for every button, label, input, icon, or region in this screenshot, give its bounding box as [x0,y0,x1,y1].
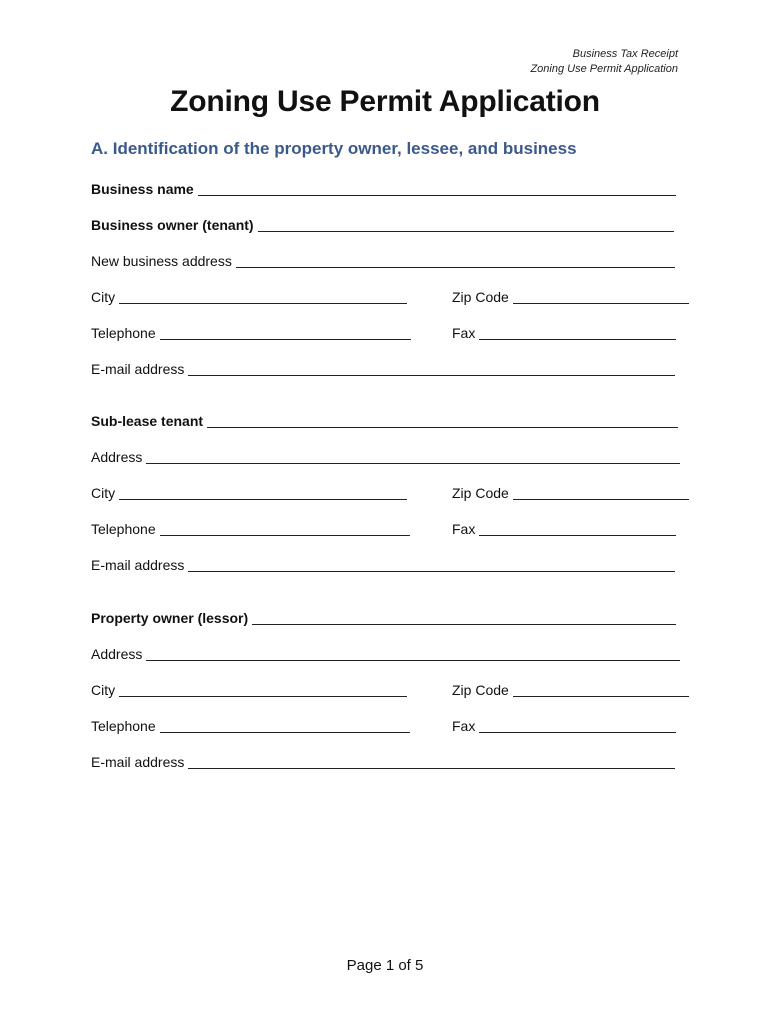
business-city-label: City [91,289,116,305]
sublease-fax-row [452,519,676,537]
sublease-city-label: City [91,485,116,501]
business-name-row [91,179,676,197]
page-title: Zoning Use Permit Application [170,85,600,118]
owner-telephone-label: Telephone [91,718,156,734]
owner-zip-row [452,680,679,698]
business-fax-label: Fax [452,325,476,341]
business-email-field[interactable] [188,361,675,376]
owner-email-label: E-mail address [91,754,185,770]
sublease-email-label: E-mail address [91,557,185,573]
owner-city-field[interactable] [119,682,407,697]
sublease-telephone-field[interactable] [160,521,410,536]
sublease-tenant-label: Sub-lease tenant [91,413,204,429]
business-owner-row [91,215,674,233]
business-zip-field[interactable] [513,289,689,304]
owner-email-row [91,752,675,770]
business-fax-row [452,323,676,341]
sublease-telephone-label: Telephone [91,521,156,537]
owner-address-field[interactable] [146,646,680,661]
sublease-fax-label: Fax [452,521,476,537]
business-owner-field[interactable] [258,217,674,232]
new-business-address-field[interactable] [236,253,675,268]
property-owner-field[interactable] [252,610,676,625]
business-zip-label: Zip Code [452,289,509,305]
sublease-tenant-row [91,411,678,429]
sublease-address-label: Address [91,449,143,465]
new-business-address-row [91,251,675,269]
owner-telephone-row [91,716,410,734]
business-owner-label: Business owner (tenant) [91,217,254,233]
property-owner-row [91,608,676,626]
owner-address-label: Address [91,646,143,662]
sublease-address-row [91,447,680,465]
business-name-field[interactable] [198,181,676,196]
owner-zip-label: Zip Code [452,682,509,698]
business-city-row [91,287,407,305]
document-header [530,47,678,77]
header-line-2: Zoning Use Permit Application [530,63,678,75]
sublease-zip-label: Zip Code [452,485,509,501]
business-telephone-row [91,323,411,341]
business-telephone-field[interactable] [160,325,411,340]
business-email-row [91,359,675,377]
sublease-email-field[interactable] [188,557,675,572]
owner-fax-field[interactable] [479,718,676,733]
sublease-zip-field[interactable] [513,485,689,500]
owner-fax-row [452,716,676,734]
sublease-city-field[interactable] [119,485,407,500]
sublease-address-field[interactable] [146,449,680,464]
sublease-telephone-row [91,519,410,537]
business-name-label: Business name [91,181,194,197]
owner-telephone-field[interactable] [160,718,410,733]
section-a-heading: A. Identification of the property owner, lessee, and business [91,139,577,158]
business-city-field[interactable] [119,289,407,304]
business-fax-field[interactable] [479,325,676,340]
header-line-1: Business Tax Receipt [572,48,678,60]
property-owner-label: Property owner (lessor) [91,610,249,626]
owner-fax-label: Fax [452,718,476,734]
business-zip-row [452,287,679,305]
new-business-address-label: New business address [91,253,232,269]
sublease-email-row [91,555,675,573]
business-telephone-label: Telephone [91,325,156,341]
sublease-fax-field[interactable] [479,521,676,536]
sublease-zip-row [452,483,679,501]
owner-city-row [91,680,407,698]
business-email-label: E-mail address [91,361,185,377]
owner-zip-field[interactable] [513,682,689,697]
owner-city-label: City [91,682,116,698]
owner-email-field[interactable] [188,754,675,769]
sublease-tenant-field[interactable] [207,413,678,428]
sublease-city-row [91,483,407,501]
page-number: Page 1 of 5 [346,957,424,974]
owner-address-row [91,644,680,662]
